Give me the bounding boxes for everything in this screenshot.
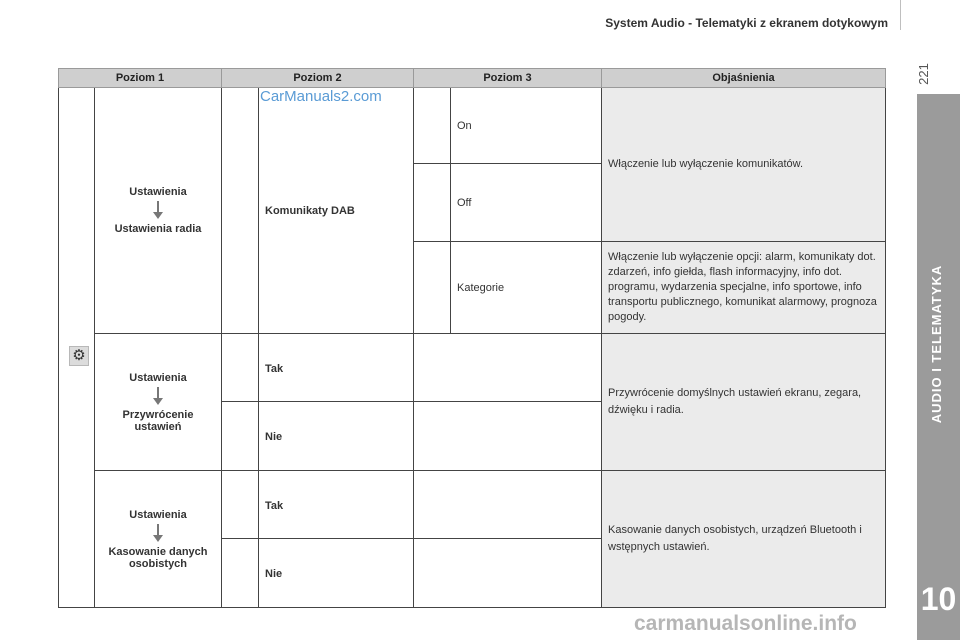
explanation-kategorie: [602, 242, 886, 334]
explanation-restore-text: Przywrócenie domyślnych ustawień ekranu, zegara, dźwięku i radia.: [608, 387, 862, 416]
side-tab: [917, 94, 960, 640]
level1-cell-restore: [95, 334, 222, 471]
chapter-number: 10: [920, 581, 957, 617]
option-nie: Nie: [265, 568, 283, 580]
level1-label-przywrocenie: Przywrócenie ustawień: [122, 408, 194, 433]
level2-spacer-nie: [222, 402, 259, 471]
explanation-delete-text: Kasowanie danych osobistych, urządzeń Bluetooth i wstępnych ustawień.: [608, 524, 862, 553]
explanation-onoff: [602, 88, 886, 242]
level1-label-ustawienia: Ustawienia: [129, 508, 187, 521]
watermark-bottom: carmanualsonline.info: [634, 612, 857, 635]
level2-cell-nie: [259, 402, 414, 471]
level3-empty-nie-2: [414, 539, 602, 608]
level1-cell-radio: [95, 88, 222, 334]
level3-spacer-kategorie: [414, 242, 451, 334]
option-on: On: [457, 119, 472, 132]
option-tak: Tak: [265, 500, 284, 512]
header-poziom-1: Poziom 1: [58, 68, 222, 88]
icon-column: [58, 88, 95, 608]
level3-spacer-off: [414, 164, 451, 242]
level3-cell-kategorie: [451, 242, 602, 334]
page-number: 221: [916, 63, 931, 85]
level2-label-komunikaty-dab: Komunikaty DAB: [265, 204, 355, 217]
arrow-down-icon: [157, 387, 159, 399]
arrow-down-icon: [157, 201, 159, 213]
level2-cell-tak: [259, 334, 414, 402]
header-objasnienia: Objaśnienia: [602, 68, 886, 88]
watermark-top: CarManuals2.com: [260, 88, 382, 105]
level2-cell-dab: [259, 88, 414, 334]
level3-spacer-on: [414, 88, 451, 164]
option-nie: Nie: [265, 431, 283, 443]
level2-cell-tak-2: [259, 471, 414, 539]
header-poziom-3: Poziom 3: [414, 68, 602, 88]
level1-label-ustawienia-radia: Ustawienia radia: [114, 223, 202, 235]
level3-empty-tak: [414, 334, 602, 402]
side-tab-label: AUDIO I TELEMATYKA: [929, 264, 944, 424]
page-header-title: System Audio - Telematyki z ekranem dotykowym: [605, 16, 888, 30]
option-off: Off: [457, 196, 472, 209]
option-kategorie: Kategorie: [457, 281, 505, 294]
level3-empty-tak-2: [414, 471, 602, 539]
level1-cell-delete: [95, 471, 222, 608]
arrow-down-icon: [157, 524, 159, 536]
explanation-kategorie-text: Włączenie lub wyłączenie opcji: alarm, komunikaty dot. zdarzeń, info giełda, flash informacyjny, info dot. programu, wydarzenia specjalne, info sportowe, info transportu publicznego, komunikat alarmowy, prognoza pogody.: [608, 251, 877, 323]
option-tak: Tak: [265, 363, 284, 375]
explanation-restore: [602, 334, 886, 471]
level3-cell-on: [451, 88, 602, 164]
level2-spacer-nie-2: [222, 539, 259, 608]
level3-cell-off: [451, 164, 602, 242]
settings-gear-icon: ⚙: [69, 346, 89, 366]
level3-empty-nie: [414, 402, 602, 471]
explanation-delete: [602, 471, 886, 608]
level2-spacer: [222, 88, 259, 334]
level2-cell-nie-2: [259, 539, 414, 608]
header-rule: [900, 0, 901, 30]
settings-table: [58, 68, 886, 608]
level1-label-ustawienia: Ustawienia: [129, 371, 187, 384]
level2-spacer-tak-2: [222, 471, 259, 539]
explanation-onoff-text: Włączenie lub wyłączenie komunikatów.: [608, 158, 804, 170]
level1-label-ustawienia: Ustawienia: [129, 186, 187, 198]
level1-label-kasowanie: Kasowanie danych osobistych: [108, 545, 208, 570]
header-poziom-2: Poziom 2: [222, 68, 414, 88]
level2-spacer-tak: [222, 334, 259, 402]
